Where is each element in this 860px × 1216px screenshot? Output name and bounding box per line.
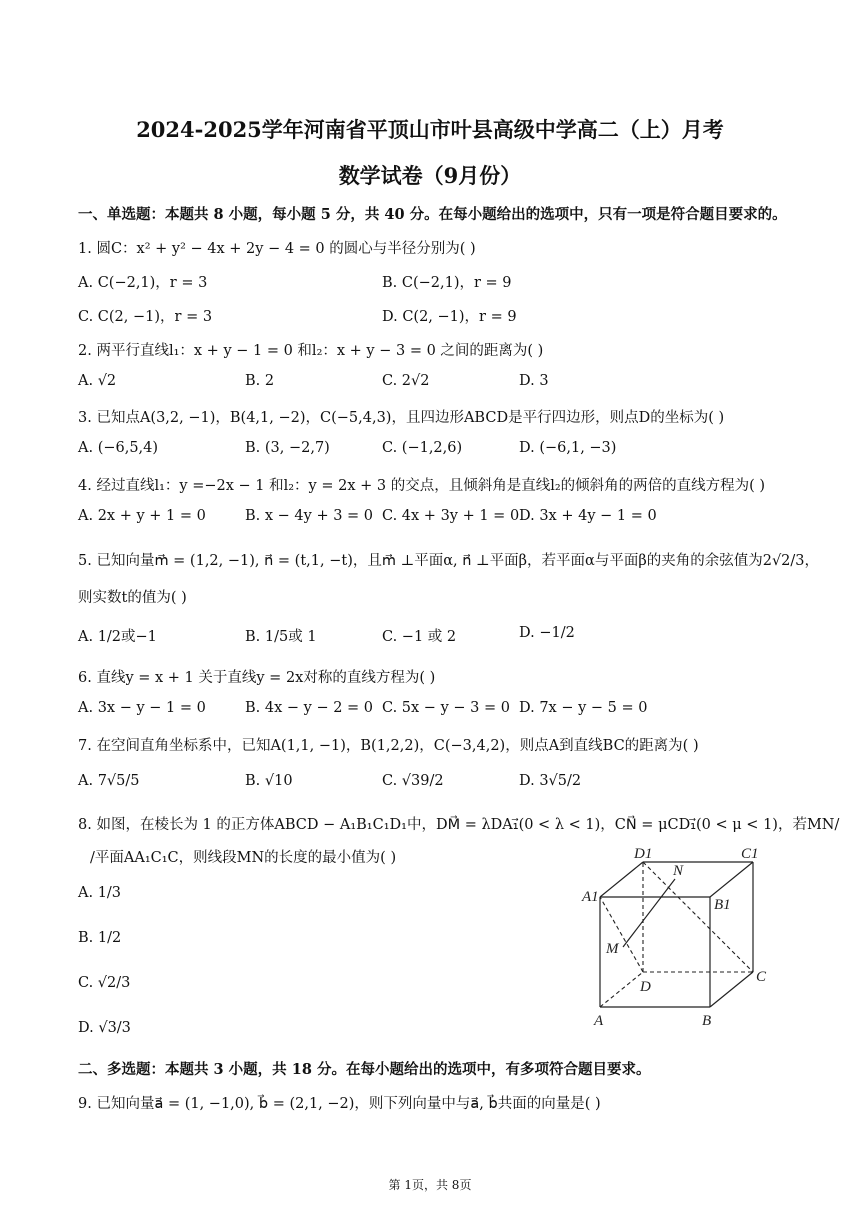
question-1-option-d: D. C(2, −1)，r = 9 bbox=[382, 309, 517, 325]
question-3-option-a: A. (−6,5,4) bbox=[78, 440, 159, 456]
question-2-option-c: C. 2√2 bbox=[382, 373, 430, 389]
label-b1 bbox=[714, 897, 731, 913]
question-1-option-b: B. C(−2,1)，r = 9 bbox=[382, 275, 512, 291]
question-4-option-a: A. 2x + y + 1 = 0 bbox=[78, 508, 206, 524]
question-4-option-c: C. 4x + 3y + 1 = 0 bbox=[382, 508, 520, 524]
label-c1 bbox=[741, 846, 759, 862]
segment-mn bbox=[623, 879, 675, 947]
label-d bbox=[639, 979, 651, 995]
question-8-stem: 8. 如图，在棱长为 1 的正方体ABCD − A₁B₁C₁D₁中，DM⃗ = λDA₁⃗(0 < λ < 1)，CN⃗ = μCD₁⃗(0 < μ < 1)，若MN/ bbox=[78, 817, 840, 833]
question-5-option-d: D. −1/2 bbox=[519, 625, 575, 641]
question-4-option-d: D. 3x + 4y − 1 = 0 bbox=[519, 508, 657, 524]
question-3-option-d: D. (−6,1, −3) bbox=[519, 440, 617, 456]
question-6-option-d: D. 7x − y − 5 = 0 bbox=[519, 700, 648, 716]
question-4-stem: 4. 经过直线l₁：y =−2x − 1 和l₂：y = 2x + 3 的交点，且倾斜角是直线l₂的倾斜角的两倍的直线方程为( ) bbox=[78, 478, 766, 494]
question-6-stem: 6. 直线y = x + 1 关于直线y = 2x对称的直线方程为( ) bbox=[78, 670, 436, 686]
section1-heading: 一、单选题：本题共 8 小题，每小题 5 分，共 40 分。在每小题给出的选项中，只有一项是符合题目要求的。 bbox=[78, 206, 787, 223]
cube-figure bbox=[578, 845, 778, 1030]
edge-a-d-hidden bbox=[600, 972, 643, 1007]
question-8-option-c: C. √2/3 bbox=[78, 975, 131, 991]
question-9-stem: 9. 已知向量a⃗ = (1, −1,0), b⃗ = (2,1, −2)，则下列向量中与a⃗, b⃗共面的向量是( ) bbox=[78, 1096, 601, 1112]
question-6-option-b: B. 4x − y − 2 = 0 bbox=[245, 700, 374, 716]
exam-title-line1: 2024-2025学年河南省平顶山市叶县高级中学高二（上）月考 bbox=[136, 117, 724, 142]
question-3-option-c: C. (−1,2,6) bbox=[382, 440, 463, 456]
question-5-option-c: C. −1 或 2 bbox=[382, 629, 457, 645]
question-7-option-b: B. √10 bbox=[245, 773, 293, 789]
question-1-option-a: A. C(−2,1)，r = 3 bbox=[78, 275, 208, 291]
question-2-stem: 2. 两平行直线l₁：x + y − 1 = 0 和l₂：x + y − 3 = 0 之间的距离为( ) bbox=[78, 343, 544, 359]
label-n-text: N bbox=[673, 863, 684, 879]
question-1-option-c: C. C(2, −1)，r = 3 bbox=[78, 309, 213, 325]
question-5-option-b: B. 1/5或 1 bbox=[245, 629, 317, 645]
label-d-text: D bbox=[640, 979, 651, 995]
label-n bbox=[672, 863, 684, 879]
label-a bbox=[593, 1013, 604, 1029]
question-6-option-a: A. 3x − y − 1 = 0 bbox=[78, 700, 206, 716]
label-m bbox=[605, 941, 620, 957]
exam-title-line2: 数学试卷（9月份） bbox=[338, 163, 522, 188]
question-2-option-b: B. 2 bbox=[245, 373, 275, 389]
question-5-stem: 5. 已知向量m⃗ = (1,2, −1), n⃗ = (t,1, −t)，且m⃗ ⊥平面α, n⃗ ⊥平面β，若平面α与平面β的夹角的余弦值为2√2/3， bbox=[78, 553, 820, 569]
question-7-option-d: D. 3√5/2 bbox=[519, 773, 582, 789]
edge-b1-c1 bbox=[710, 862, 753, 897]
edge-b-c bbox=[710, 972, 753, 1007]
question-7-stem: 7. 在空间直角坐标系中，已知A(1,1, −1)，B(1,2,2)，C(−3,4,2)，则点A到直线BC的距离为( ) bbox=[78, 738, 699, 754]
label-b-text: B bbox=[702, 1013, 712, 1029]
question-1-stem: 1. 圆C：x² + y² − 4x + 2y − 4 = 0 的圆心与半径分别为( ) bbox=[78, 241, 476, 257]
label-d1-text: D1 bbox=[634, 846, 653, 862]
label-b bbox=[702, 1013, 711, 1029]
question-8-stem-cont: /平面AA₁C₁C，则线段MN的长度的最小值为( ) bbox=[90, 850, 397, 866]
page-footer: 第 1页，共 8页 bbox=[388, 1178, 472, 1192]
label-c1-text: C1 bbox=[741, 846, 759, 862]
question-8-option-b: B. 1/2 bbox=[78, 930, 122, 946]
label-d1 bbox=[633, 846, 652, 862]
label-m-text: M bbox=[606, 941, 619, 957]
label-a1-text: A1 bbox=[582, 889, 599, 905]
question-7-option-c: C. √39/2 bbox=[382, 773, 444, 789]
question-3-stem: 3. 已知点A(3,2, −1)，B(4,1, −2)，C(−5,4,3)，且四边形ABCD是平行四边形，则点D的坐标为( ) bbox=[78, 410, 725, 426]
edge-d1-a1 bbox=[600, 862, 643, 897]
diagonal-d-a1 bbox=[600, 897, 643, 972]
label-b1-text: B1 bbox=[714, 897, 731, 913]
question-4-option-b: B. x − 4y + 3 = 0 bbox=[245, 508, 374, 524]
diagonal-d1-c bbox=[643, 862, 753, 972]
question-7-option-a: A. 7√5/5 bbox=[78, 773, 140, 789]
question-6-option-c: C. 5x − y − 3 = 0 bbox=[382, 700, 510, 716]
question-2-option-a: A. √2 bbox=[78, 373, 117, 389]
question-2-option-d: D. 3 bbox=[519, 373, 549, 389]
label-c-text: C bbox=[756, 969, 767, 985]
question-8-option-d: D. √3/3 bbox=[78, 1020, 131, 1036]
question-5-option-a: A. 1/2或−1 bbox=[78, 629, 157, 645]
question-8-option-a: A. 1/3 bbox=[78, 885, 122, 901]
question-5-stem-cont: 则实数t的值为( ) bbox=[78, 590, 187, 606]
question-3-option-b: B. (3, −2,7) bbox=[245, 440, 330, 456]
label-a-text: A bbox=[594, 1013, 604, 1029]
label-c bbox=[756, 969, 767, 985]
section2-heading: 二、多选题：本题共 3 小题，共 18 分。在每小题给出的选项中，有多项符合题目要求。 bbox=[78, 1061, 651, 1078]
label-a1 bbox=[581, 889, 599, 905]
